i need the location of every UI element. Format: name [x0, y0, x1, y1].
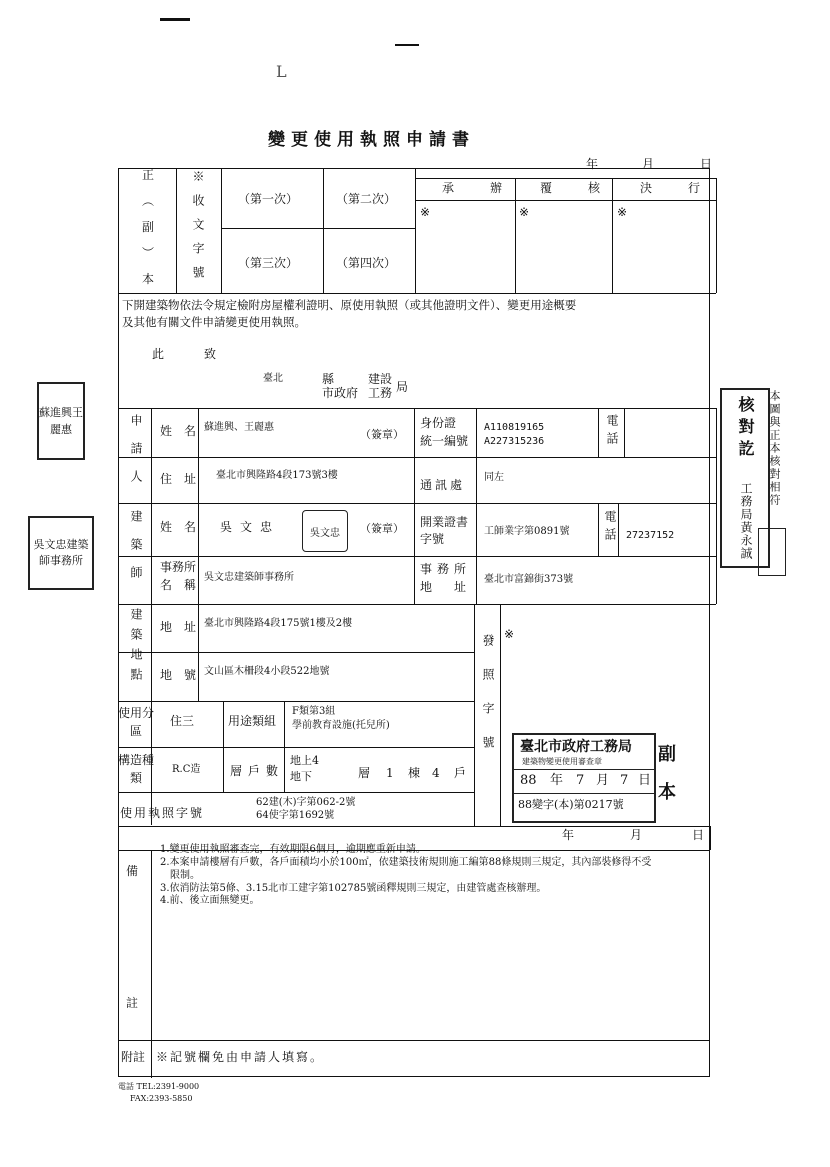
round-4: （第四次）	[336, 256, 397, 270]
salutation: 此 致	[152, 347, 231, 361]
structure-label: 構造種類	[118, 753, 155, 785]
bureau-stamp-date-year: 88	[520, 773, 537, 788]
applicant-address-value: 臺北市興隆路4段173號3樓	[216, 470, 338, 481]
recipient-county: 縣	[322, 372, 335, 386]
architect-section-label: 建築師	[129, 510, 143, 594]
architect-office-label-2: 名 稱	[160, 578, 197, 592]
recipient-bureau-top: 建設	[368, 372, 393, 386]
applicant-section-label: 申請人	[129, 414, 143, 498]
note-2: 2.本案申請樓層有戶數，各戶面積均小於100㎡，依建築技術規則施工編第88條規則三規定，其內部裝修得不受	[160, 857, 652, 868]
top-mark: L	[276, 62, 287, 81]
footer-tel: 電話 TEL:2391-9000	[118, 1082, 200, 1091]
issue-label: 發照字號	[481, 634, 495, 770]
notes-label-top: 備	[126, 864, 139, 878]
architect-sign-label: （簽章）	[360, 522, 404, 535]
date-day: 日	[700, 157, 713, 171]
site-address-label: 地 址	[160, 620, 197, 634]
round-2: （第二次）	[336, 192, 397, 206]
units-households: 4	[432, 766, 440, 780]
architect-office-label-1: 事務所	[160, 560, 197, 574]
architect-license-label-1: 開業證書	[420, 515, 469, 529]
note-4: 4.前、後立面無變更。	[160, 895, 260, 906]
date-year: 年	[586, 157, 599, 171]
bureau-stamp-day-word: 日	[638, 773, 652, 788]
verification-note: 本圖與正本核對相符	[768, 390, 781, 507]
round-3: （第三次）	[238, 256, 299, 270]
architect-office-addr-label-2: 地 址	[420, 580, 472, 594]
note-3: 3.依消防法第5條、3.15北市工建字第102785號函釋規則三規定，由建管處查核辦理。	[160, 883, 547, 894]
appendix-label: 附註	[121, 1050, 146, 1064]
approval-header-decision: 決 行	[640, 181, 713, 195]
notes-label-bottom: 註	[126, 996, 139, 1010]
copy-label-mid3: ︶	[142, 246, 155, 260]
zoning-label: 使用分區	[118, 706, 155, 738]
site-lot-value: 文山區木柵段4小段522地號	[204, 666, 330, 677]
bureau-stamp-doc-no: 88變字(本)第0217號	[518, 798, 624, 811]
bureau-stamp-title: 臺北市政府工務局	[520, 739, 632, 755]
applicant-seal: 蘇進興王麗惠	[37, 382, 85, 460]
approval-header-handler: 承 辦	[442, 181, 515, 195]
license-no-value-2: 64使字第1692號	[256, 810, 335, 821]
use-class-value-1: F類第3組	[292, 706, 336, 717]
copy-label-bot: 本	[142, 272, 155, 286]
architect-license-label-2: 字號	[420, 532, 445, 546]
bureau-stamp-date-day: 7	[620, 773, 629, 788]
note-2b: 限制。	[160, 870, 200, 881]
site-lot-label: 地 號	[160, 668, 197, 682]
architect-phone-label: 電話	[603, 510, 617, 546]
structure-value: R.C造	[172, 764, 201, 775]
bureau-stamp-year-word: 年	[550, 773, 564, 788]
units-building-word: 棟	[408, 766, 421, 780]
intro-text-1: 下開建築物依法令規定檢附房屋權利證明、原使用執照（或其他證明文件）、變更用途概要	[122, 298, 577, 312]
recipient-city-govt: 市政府	[322, 386, 359, 400]
architect-office-value: 吳文忠建築師事務所	[204, 572, 294, 583]
architect-phone-value: 27237152	[626, 530, 675, 541]
architect-office-seal: 吳文忠建築師事務所	[28, 516, 94, 590]
recipient-city: 臺北	[263, 373, 283, 384]
verification-title: 核對訖	[736, 396, 755, 462]
intro-text-2: 及其他有關文件申請變更使用執照。	[122, 315, 306, 329]
use-class-label: 用途類組	[228, 714, 277, 728]
copy-stamp: 副本	[655, 744, 676, 820]
architect-license-value: 工師業字第0891號	[484, 526, 570, 537]
applicant-address-label: 住 址	[160, 472, 197, 486]
round-1: （第一次）	[238, 192, 299, 206]
site-address-value: 臺北市興隆路4段175號1樓及2樓	[204, 618, 353, 629]
license-no-value-1: 62建(木)字第062-2號	[256, 797, 356, 808]
zoning-value: 住三	[170, 714, 195, 728]
applicant-name-label: 姓 名	[160, 424, 197, 438]
bureau-stamp-sub: 建築物變更使用審查章	[522, 757, 602, 766]
applicant-phone-label: 電話	[605, 414, 619, 450]
recipient-bureau-suffix: 局	[396, 380, 409, 394]
architect-office-addr-label-1: 事務所	[420, 562, 472, 576]
scan-dash-mark	[395, 44, 419, 46]
applicant-id-label-2: 統一編號	[420, 434, 469, 448]
footer-fax: FAX:2393-5850	[130, 1094, 193, 1103]
architect-name-value: 吳文忠	[220, 520, 281, 534]
bureau-stamp	[512, 733, 656, 823]
applicant-id-value-2: A227315236	[484, 436, 545, 447]
units-floor-word: 層	[358, 766, 371, 780]
issue-month: 月	[630, 828, 643, 842]
scan-dash-mark	[160, 18, 190, 21]
applicant-mail-value: 同左	[484, 472, 504, 483]
approval-asterisk-1: ※	[420, 205, 431, 219]
copy-label-top: 正	[142, 168, 155, 182]
units-household-word: 戶	[454, 766, 467, 780]
receipt-number-label: ※收文字號	[191, 170, 205, 290]
issue-asterisk: ※	[504, 627, 515, 641]
architect-office-addr-value: 臺北市富錦街373號	[484, 574, 574, 585]
issue-day: 日	[692, 828, 705, 842]
copy-label-mid2: 副	[142, 220, 155, 234]
approval-header-review: 覆 核	[540, 181, 613, 195]
copy-label-mid1: ︵	[142, 194, 155, 208]
bureau-stamp-date-month: 7	[576, 773, 585, 788]
units-label: 層戶數	[230, 764, 285, 778]
recipient-bureau-bottom: 工務	[368, 386, 393, 400]
approval-asterisk-3: ※	[617, 205, 628, 219]
units-floor-count: 1	[386, 766, 394, 780]
license-no-label: 使用執照字號	[120, 806, 205, 820]
units-below: 地下	[290, 770, 312, 783]
issue-year: 年	[562, 828, 575, 842]
applicant-id-value-1: A110819165	[484, 422, 545, 433]
bureau-stamp-month-word: 月	[596, 773, 610, 788]
approval-asterisk-2: ※	[519, 205, 530, 219]
applicant-name-value: 蘇進興、王麗惠	[204, 422, 274, 433]
use-class-value-2: 學前教育設施(托兒所)	[292, 720, 390, 731]
verification-officer: 工務局黃永誠	[739, 482, 753, 560]
page-title: 變更使用執照申請書	[268, 130, 475, 150]
verification-box	[758, 528, 786, 576]
architect-name-label: 姓 名	[160, 520, 197, 534]
site-section-label: 建築地點	[129, 608, 143, 688]
appendix-text: ※記號欄免由申請人填寫。	[156, 1050, 325, 1064]
applicant-sign-label: （簽章）	[360, 428, 404, 441]
applicant-id-label-1: 身份證	[420, 416, 457, 430]
units-above: 地上4	[290, 754, 319, 767]
applicant-mail-label: 通訊處	[420, 478, 466, 492]
architect-seal: 吳文忠	[302, 510, 348, 552]
note-1: 1.變更使用執照審查完，有效期限6個月，逾期應重新申請。	[160, 844, 426, 855]
date-month: 月	[642, 157, 655, 171]
